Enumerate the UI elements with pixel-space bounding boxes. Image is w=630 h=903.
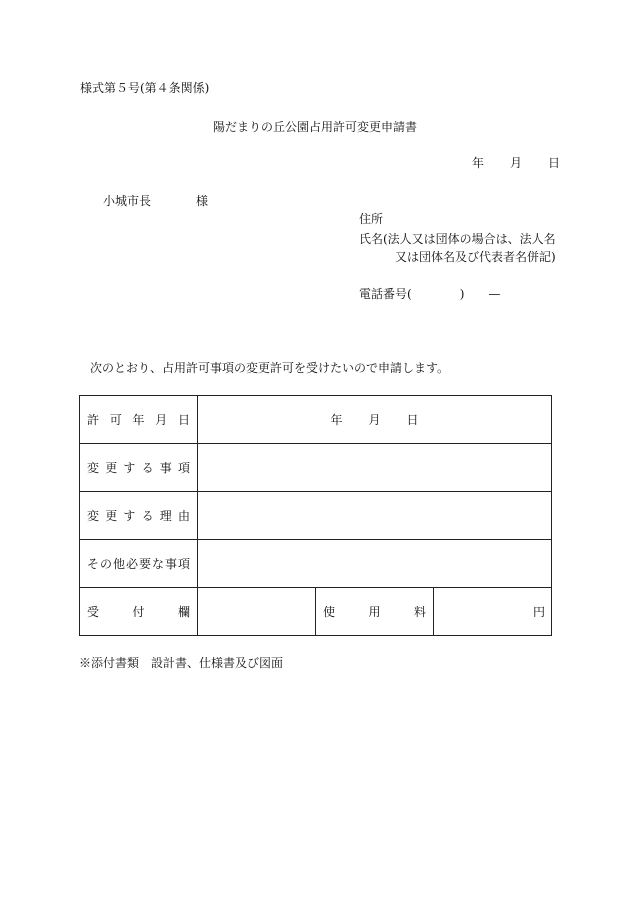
receipt-label: 受付欄	[80, 588, 198, 636]
attachment-note: ※添付書類 設計書、仕様書及び図面	[79, 656, 284, 670]
phone-paren-close: )	[459, 287, 465, 301]
phone-label	[359, 288, 500, 300]
other-items-field[interactable]	[198, 540, 552, 588]
phone-dash: —	[488, 287, 501, 301]
table-row	[80, 444, 552, 492]
table-row	[80, 588, 552, 636]
name-label-line1: 氏名(法人又は団体の場合は、法人名	[359, 232, 556, 246]
addressee-name: 小城市長	[103, 194, 152, 208]
permit-date-field[interactable]	[198, 396, 552, 444]
fee-label: 使用料	[316, 588, 434, 636]
address-label: 住所	[359, 212, 384, 226]
phone-label-text: 電話番号(	[359, 287, 412, 301]
table-row	[80, 396, 552, 444]
document-title: 陽だまりの丘公園占用許可変更申請書	[212, 120, 417, 134]
name-label-line2: 又は団体名及び代表者名併記)	[395, 250, 556, 264]
application-table	[79, 395, 552, 636]
permit-date-day: 日	[406, 413, 419, 427]
permit-date-label: 許可年月日	[80, 396, 198, 444]
addressee-honorific: 様	[196, 194, 209, 208]
other-items-label: その他必要な事項	[80, 540, 198, 588]
form-number: 様式第５号(第４条関係)	[80, 81, 210, 95]
fee-field[interactable]	[434, 588, 552, 636]
receipt-field[interactable]	[198, 588, 316, 636]
change-reason-field[interactable]	[198, 492, 552, 540]
yen-unit: 円	[533, 605, 546, 619]
change-item-label: 変更する事項	[80, 444, 198, 492]
application-statement: 次のとおり、占用許可事項の変更許可を受けたいので申請します。	[90, 361, 450, 375]
application-date	[472, 157, 560, 169]
change-reason-label: 変更する理由	[80, 492, 198, 540]
table-row	[80, 492, 552, 540]
permit-date-year: 年	[330, 413, 343, 427]
change-item-field[interactable]	[198, 444, 552, 492]
date-month: 月	[510, 156, 523, 170]
table-row	[80, 540, 552, 588]
date-year: 年	[472, 156, 485, 170]
permit-date-month: 月	[368, 413, 381, 427]
date-day: 日	[548, 156, 561, 170]
addressee	[103, 195, 208, 207]
